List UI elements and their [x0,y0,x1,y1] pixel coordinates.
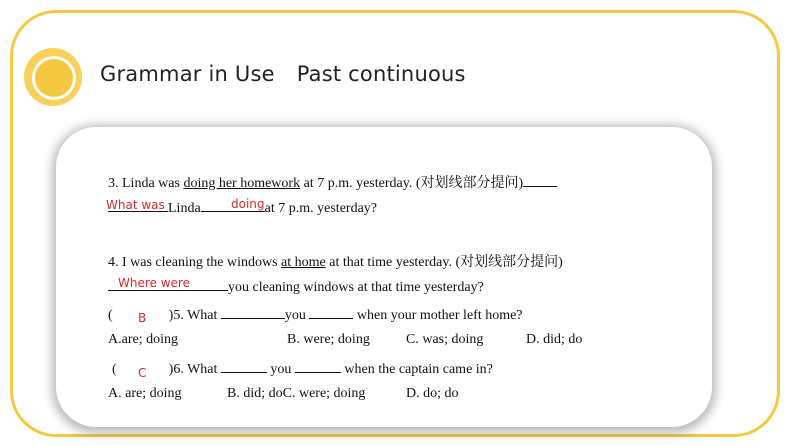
q6-blank-2[interactable] [295,359,341,373]
q5-blank-1[interactable] [221,305,285,319]
q3-underlined: doing her homework [183,176,301,191]
circle-badge-icon [24,48,82,106]
q6-option-bc[interactable]: B. did; doC. were; doing [227,386,366,401]
q5-stem: ( )5. What you when your mother left home? [108,305,523,324]
q5-option-a[interactable]: A.are; doing [108,332,178,347]
q6-answer: C [138,366,147,380]
q3-line2: Linda at 7 p.m. yesterday? [108,198,377,217]
q5-option-d[interactable]: D. did; do [526,332,583,347]
title-part-1: Grammar in Use [100,62,275,86]
q6-stem: ( )6. What you when the captain came in? [112,359,493,378]
q6-option-d[interactable]: D. do; do [406,386,459,401]
q6-blank-1[interactable] [221,359,267,373]
q6-option-a[interactable]: A. are; doing [108,386,182,401]
page-title [100,62,466,86]
q5-option-b[interactable]: B. were; doing [287,332,370,347]
q4-line2: you cleaning windows at that time yesterday? [108,277,484,296]
q4-answer: Where were [118,276,190,290]
q4-line1: 4. I was cleaning the windows at home at that time yesterday. (对划线部分提问) [108,255,563,270]
q3-answer-1: What was [106,198,165,212]
q5-blank-2[interactable] [309,305,353,319]
q3-trailing-blank [523,173,557,187]
q5-option-c[interactable]: C. was; doing [406,332,484,347]
q3-line1: 3. Linda was doing her homework at 7 p.m. yesterday. (对划线部分提问) [108,172,557,192]
title-part-2: Past continuous [296,62,466,86]
q5-answer: B [138,311,147,325]
q4-underlined: at home [281,255,326,270]
q3-answer-2: doing [231,197,265,211]
